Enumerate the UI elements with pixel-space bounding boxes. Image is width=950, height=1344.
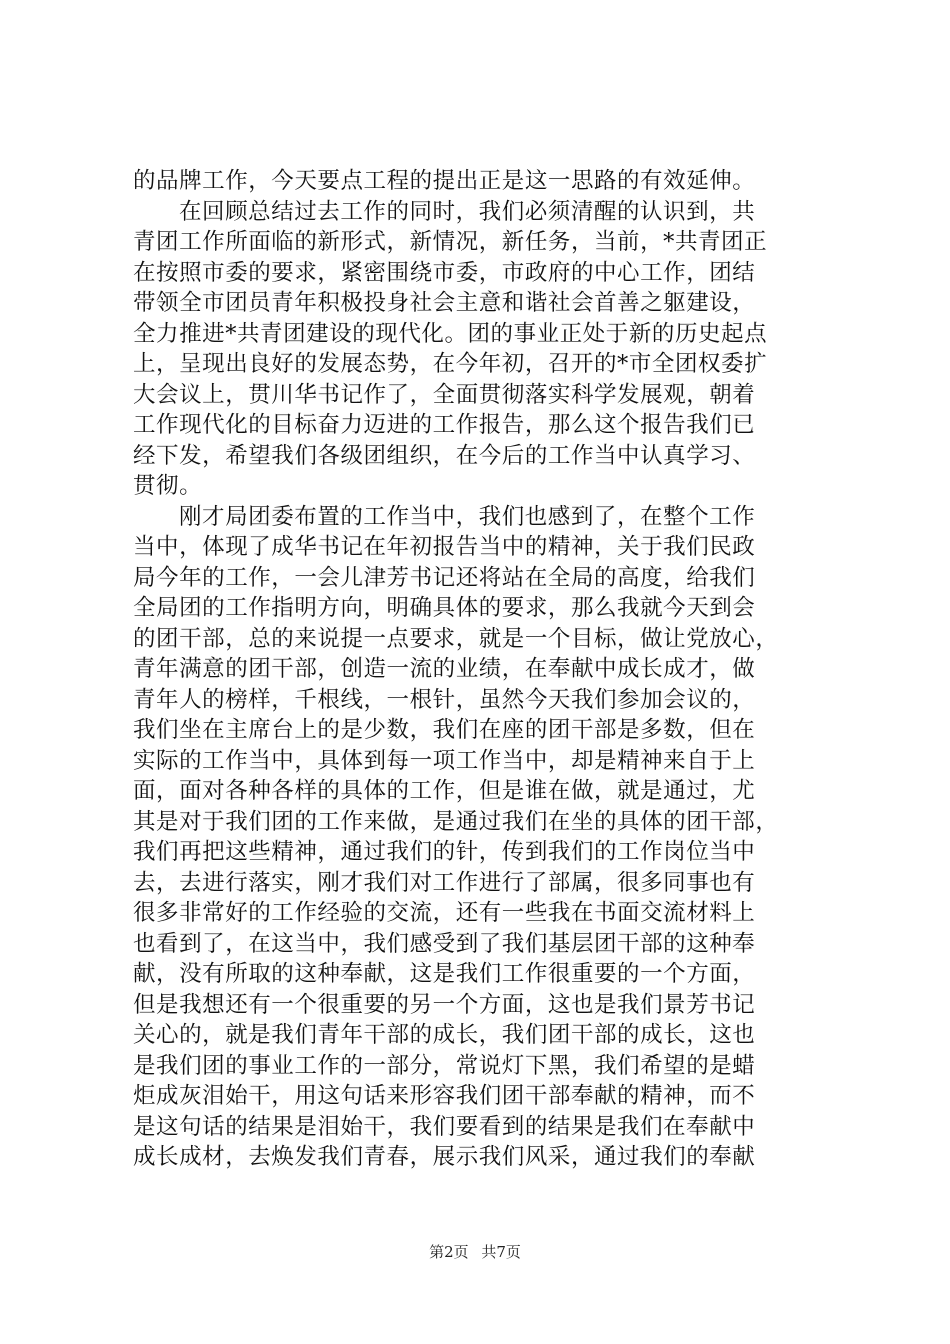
paragraph	[133, 166, 823, 197]
text-line: 献，没有所取的这种奉献，这是我们工作很重要的一个方面，	[133, 961, 756, 987]
document-body	[133, 166, 823, 1173]
text-line: 我们再把这些精神，通过我们的针，传到我们的工作岗位当中	[133, 839, 756, 865]
text-line: 关心的，就是我们青年干部的成长，我们团干部的成长，这也	[133, 1022, 756, 1048]
text-line: 大会议上，贯川华书记作了，全面贯彻落实科学发展观，朝着	[133, 381, 756, 408]
text-line: 经下发，希望我们各级团组织，在今后的工作当中认真学习、	[133, 442, 756, 469]
text-line: 去，去进行落实，刚才我们对工作进行了部属，很多同事也有	[133, 869, 756, 896]
paragraph	[133, 197, 823, 502]
text-line: 炬成灰泪始干，用这句话来形容我们团干部奉献的精神，而不	[133, 1083, 756, 1109]
text-line: 我们坐在主席台上的是少数，我们在座的团干部是多数，但在	[133, 717, 756, 743]
text-line: 当中，体现了成华书记在年初报告当中的精神，关于我们民政	[133, 534, 756, 560]
page-number: 第2页	[429, 1243, 469, 1261]
text-line: 工作现代化的目标奋力迈进的工作报告，那么这个报告我们已	[133, 412, 756, 438]
text-line: 其是对于我们团的工作来做，是通过我们在坐的具体的团干部，	[133, 808, 779, 835]
text-line: 也看到了，在这当中，我们感受到了我们基层团干部的这种奉	[133, 930, 756, 957]
text-line: 刚才局团委布置的工作当中，我们也感到了，在整个工作	[179, 503, 756, 530]
page-total: 共7页	[481, 1243, 521, 1261]
text-line: 但是我想还有一个很重要的另一个方面，这也是我们景芳书记	[133, 991, 756, 1018]
text-line: 在回顾总结过去工作的同时，我们必须清醒的认识到，共	[179, 198, 756, 225]
text-line: 面，面对各种各样的具体的工作，但是谁在做，就是通过，尤	[133, 778, 756, 804]
text-line: 的品牌工作，今天要点工程的提出正是这一思路的有效延伸。	[133, 168, 756, 194]
text-line: 全局团的工作指明方向，明确具体的要求，那么我就今天到会	[133, 595, 756, 621]
text-line: 带领全市团员青年积极投身社会主意和谐社会首善之躯建设，	[133, 290, 756, 316]
text-line: 的团干部，总的来说提一点要求，就是一个目标，做让党放心，	[133, 625, 779, 652]
text-line: 全力推进*共青团建设的现代化。团的事业正处于新的历史起点	[133, 320, 768, 347]
text-line: 青年人的榜样，千根线，一根针，虽然今天我们参加会议的，	[133, 686, 756, 713]
text-line: 是这句话的结果是泪始干，我们要看到的结果是我们在奉献中	[133, 1113, 756, 1140]
text-line: 上，呈现出良好的发展态势，在今年初，召开的*市全团权委扩	[133, 351, 768, 377]
text-line: 青团工作所面临的新形式，新情况，新任务，当前，*共青团正	[133, 229, 768, 255]
text-line: 在按照市委的要求，紧密围绕市委，市政府的中心工作，团结	[133, 259, 756, 286]
text-line: 实际的工作当中，具体到每一项工作当中，却是精神来自于上	[133, 747, 756, 774]
text-line: 青年满意的团干部，创造一流的业绩，在奉献中成长成才，做	[133, 656, 756, 682]
text-line: 局今年的工作，一会儿津芳书记还将站在全局的高度，给我们	[133, 564, 756, 591]
text-line: 很多非常好的工作经验的交流，还有一些我在书面交流材料上	[133, 900, 756, 926]
text-line: 贯彻。	[133, 473, 203, 499]
text-line: 是我们团的事业工作的一部分，常说灯下黑，我们希望的是蜡	[133, 1052, 756, 1079]
paragraph	[133, 502, 823, 1173]
page-footer	[0, 1242, 950, 1262]
text-line: 成长成材，去焕发我们青春，展示我们风采，通过我们的奉献	[133, 1144, 756, 1170]
